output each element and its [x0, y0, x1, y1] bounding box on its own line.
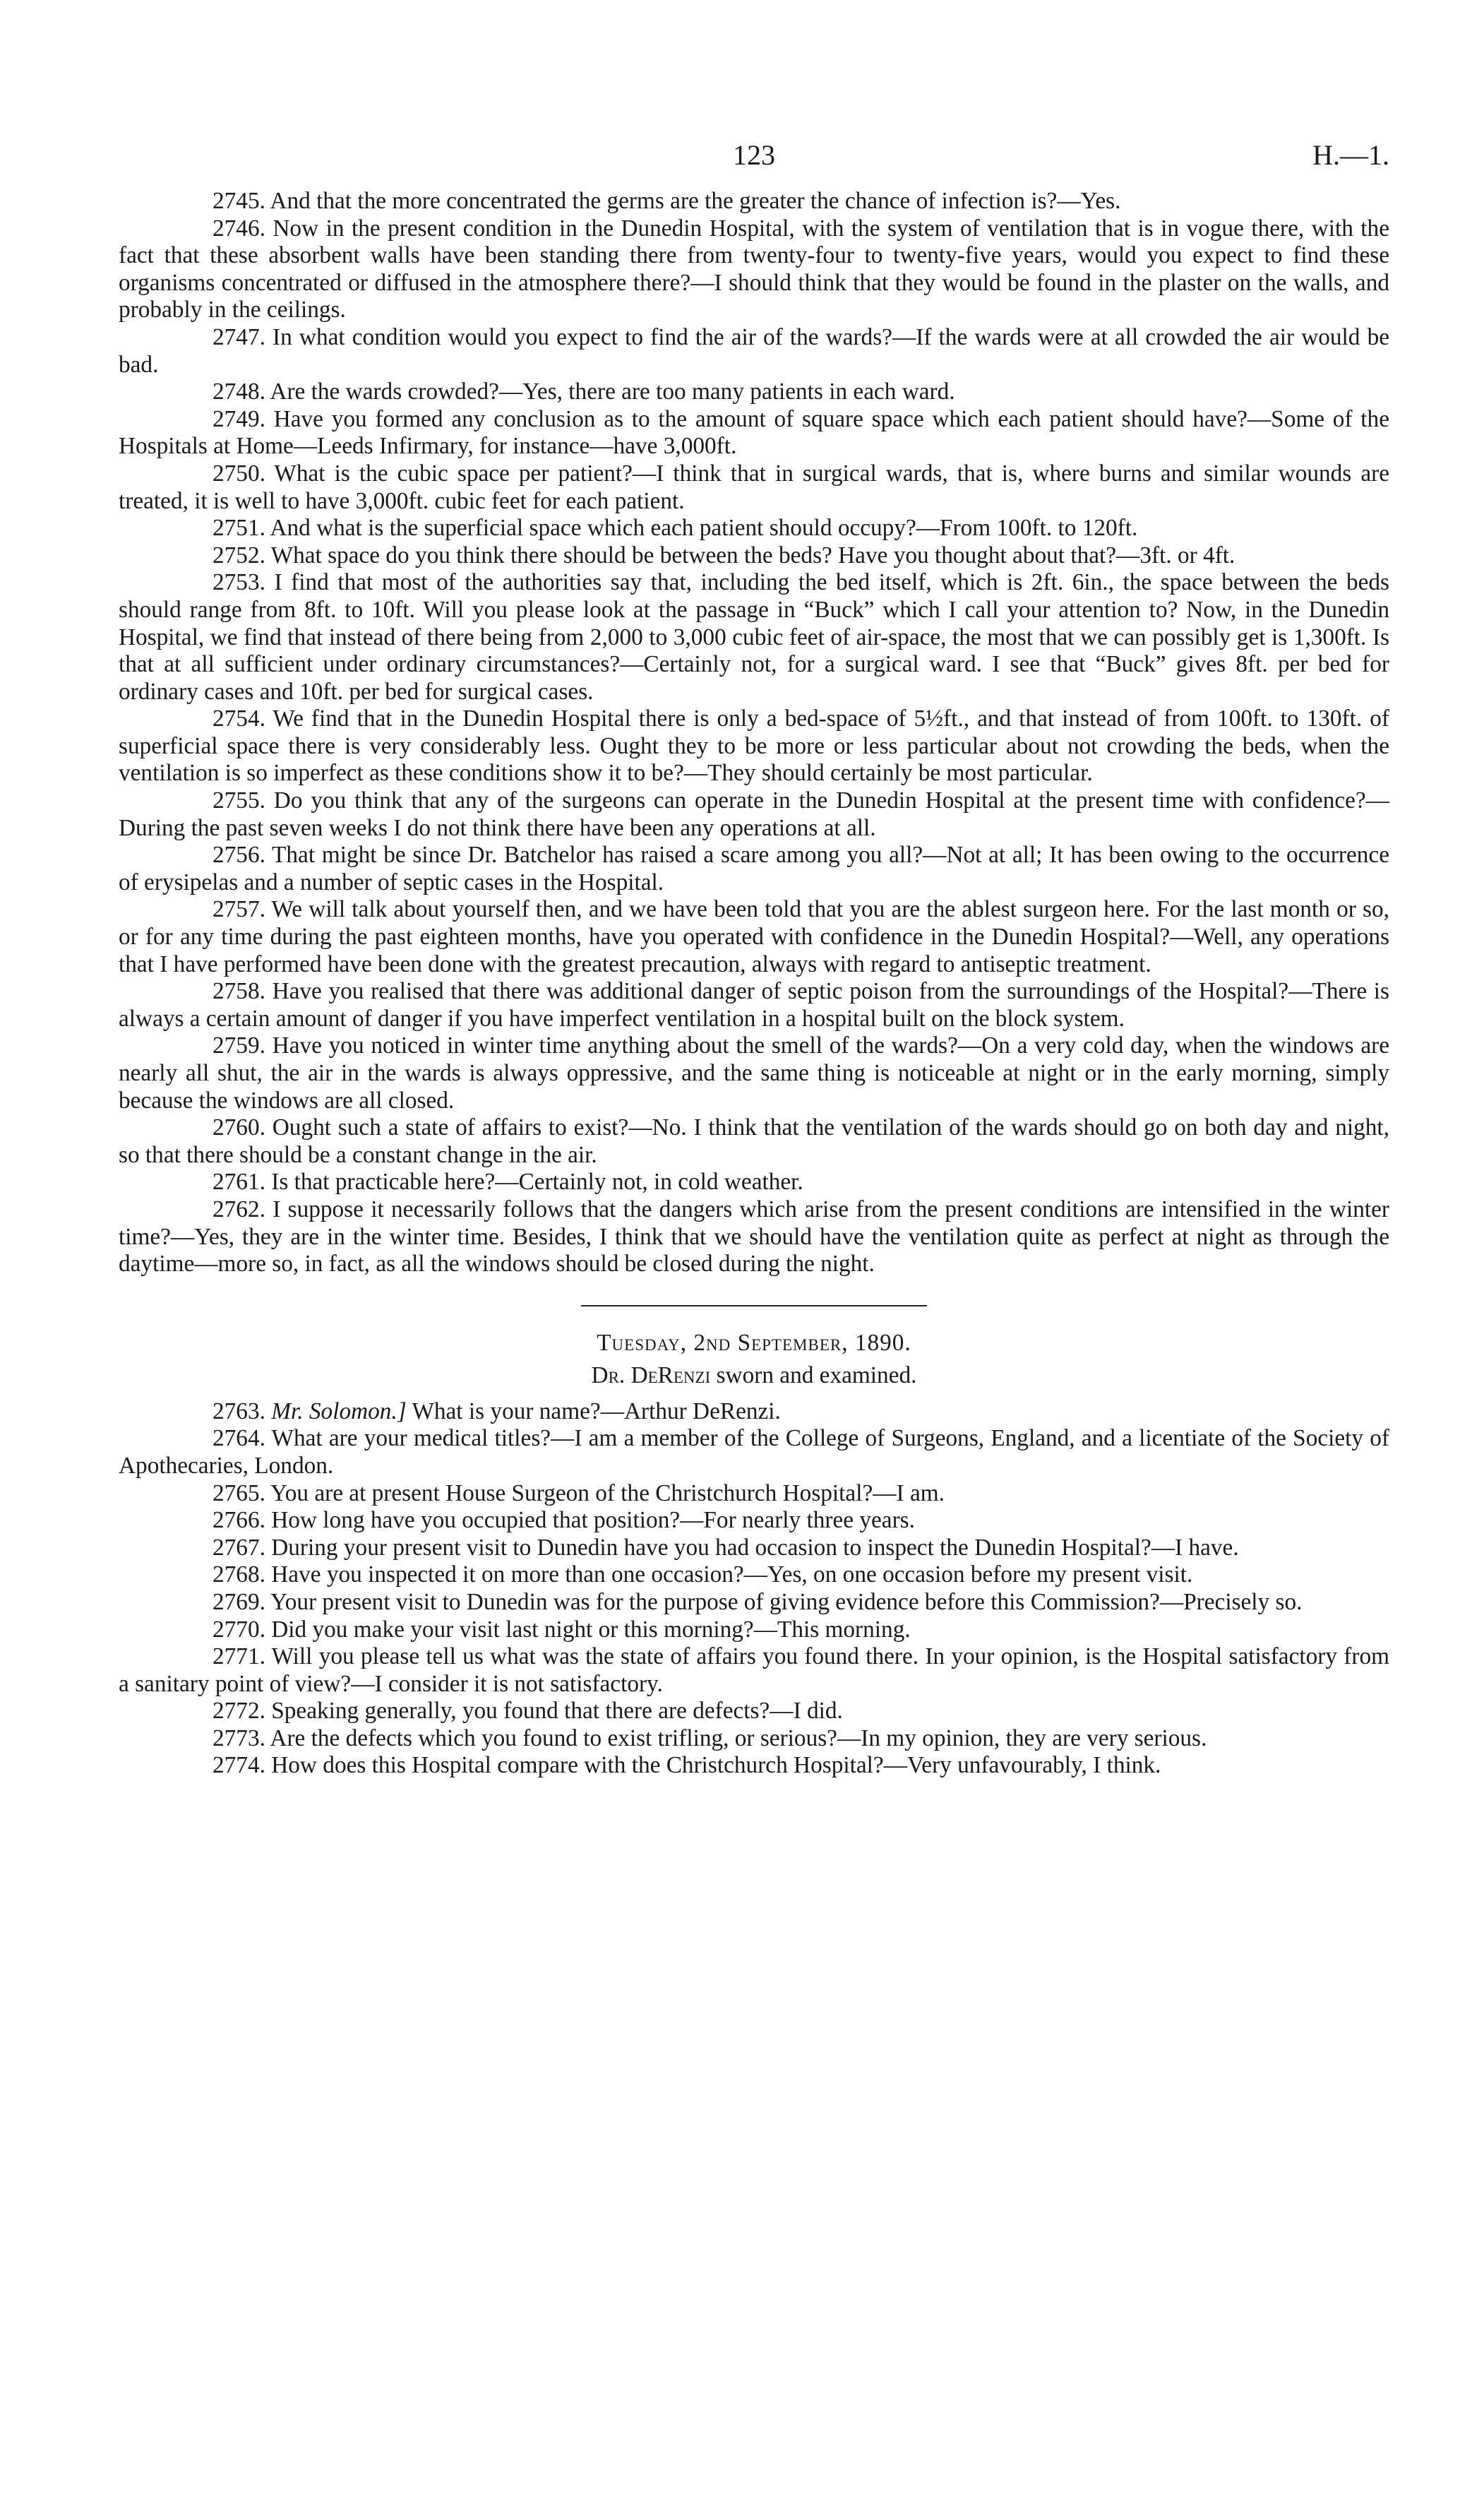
page-reference: H.—1.	[1312, 139, 1389, 171]
testimony-paragraph	[119, 1398, 1389, 1426]
testimony-paragraph: 2754. We find that in the Dunedin Hospital there is only a bed-space of 5½ft., and that instead of from 100ft. to 130ft. of superficial space there is very considerably less. Ought they to be more or less particular about not crowding the beds, when the ventilation is so imperfect as these conditions show it to be?—They should certainly be most particular.	[119, 705, 1389, 787]
testimony-paragraph: 2756. That might be since Dr. Batchelor has raised a scare among you all?—Not at all; It has been owing to the occurrence of erysipelas and a number of septic cases in the Hospital.	[119, 842, 1389, 895]
testimony-paragraph: 2765. You are at present House Surgeon of the Christchurch Hospital?—I am.	[213, 1479, 945, 1506]
testimony-paragraph: 2764. What are your medical titles?—I am a member of the College of Surgeons, England, and a licentiate of the Society of Apothecaries, London.	[119, 1425, 1389, 1479]
section-divider	[581, 1305, 927, 1306]
document-page	[119, 138, 1389, 1780]
testimony-paragraph: 2774. How does this Hospital compare with the Christchurch Hospital?—Very unfavourably, I think.	[213, 1752, 1161, 1779]
testimony-paragraph: 2772. Speaking generally, you found that there are defects?—I did.	[213, 1698, 843, 1725]
session-date: Tuesday, 2nd September, 1890.	[597, 1329, 911, 1356]
speaker-name: Mr. Solomon.]	[271, 1398, 407, 1424]
testimony-paragraph: 2762. I suppose it necessarily follows that the dangers which arise from the present conditions are intensified in the winter time?—Yes, they are in the winter time. Besides, I think that we should have the ventilation quite as perfect at night as through the daytime—more so, in fact, as all the windows should be closed during the night.	[119, 1196, 1389, 1278]
testimony-paragraph: 2749. Have you formed any conclusion as to the amount of square space which each patient should have?—Some of the Hospitals at Home—Leeds Infirmary, for instance—have 3,000ft.	[119, 405, 1389, 460]
witness-suffix: sworn and examined.	[710, 1362, 917, 1388]
testimony-paragraph: 2753. I find that most of the authorities say that, including the bed itself, which is 2ft. 6in., the space between the beds should range from 8ft. to 10ft. Will you please look at the passage in “Buck” which I call your attention to? Now, in the Dunedin Hospital, we find that instead of there being from 2,000 to 3,000 cubic feet of air-space, the most that we can possibly get is 1,300ft. Is that at all sufficient under ordinary circumstances?—Certainly not, for a surgical ward. I see that “Buck” gives 8ft. per bed for ordinary cases and 10ft. per bed for surgical cases.	[119, 569, 1389, 705]
testimony-paragraph: 2766. How long have you occupied that position?—For nearly three years.	[213, 1507, 915, 1534]
testimony-paragraph: 2769. Your present visit to Dunedin was for the purpose of giving evidence before this Commission?—Precisely so.	[213, 1588, 1303, 1615]
testimony-paragraph: 2761. Is that practicable here?—Certainly not, in cold weather.	[213, 1169, 803, 1196]
testimony-paragraph: 2768. Have you inspected it on more than one occasion?—Yes, on one occasion before my present visit.	[213, 1561, 1193, 1588]
testimony-paragraph: 2757. We will talk about yourself then, and we have been told that you are the ablest surgeon here. For the last month or so, or for any time during the past eighteen months, have you operated with confidence in the Dunedin Hospital?—Well, any operations that I have performed have been done with the greatest precaution, always with regard to antiseptic treatment.	[119, 896, 1389, 977]
question-number: 2763.	[213, 1398, 265, 1424]
testimony-paragraph: 2750. What is the cubic space per patient?—I think that in surgical wards, that is, where burns and similar wounds are treated, it is well to have 3,000ft. cubic feet for each patient.	[119, 460, 1389, 514]
page-number: 123	[733, 139, 775, 171]
witness-name: Dr. DeRenzi	[591, 1362, 711, 1388]
testimony-paragraph: 2755. Do you think that any of the surgeons can operate in the Dunedin Hospital at the present time with confidence?—During the past seven weeks I do not think there have been any operations at all.	[119, 787, 1389, 841]
testimony-paragraph: 2758. Have you realised that there was additional danger of septic poison from the surroundings of the Hospital?—There is always a certain amount of danger if you have imperfect ventilation in a hospital built on the block system.	[119, 978, 1389, 1032]
testimony-paragraph: 2759. Have you noticed in winter time anything about the smell of the wards?—On a very cold day, when the windows are nearly all shut, the air in the wards is always oppressive, and the same thing is noticeable at night or in the early morning, simply because the windows are all closed.	[119, 1032, 1389, 1114]
testimony-paragraph: 2747. In what condition would you expect to find the air of the wards?—If the wards were at all crowded the air would be bad.	[119, 323, 1389, 378]
testimony-paragraph: 2745. And that the more concentrated the germs are the greater the chance of infection is?—Yes.	[213, 188, 1121, 214]
testimony-paragraph: 2748. Are the wards crowded?—Yes, there are too many patients in each ward.	[213, 379, 955, 405]
testimony-paragraph: 2771. Will you please tell us what was the state of affairs you found there. In your opinion, is the Hospital satisfactory from a sanitary point of view?—I consider it is not satisfactory.	[119, 1643, 1389, 1697]
testimony-paragraph: 2752. What space do you think there should be between the beds? Have you thought about that?—3ft. or 4ft.	[213, 542, 1235, 568]
testimony-paragraph: 2767. During your present visit to Dunedin have you had occasion to inspect the Dunedin Hospital?—I have.	[213, 1534, 1239, 1561]
testimony-section-2	[119, 1398, 1389, 1780]
testimony-paragraph: 2746. Now in the present condition in the Dunedin Hospital, with the system of ventilation that is in vogue there, with the fact that these absorbent walls have been standing there from twenty-four to twenty-five years, would you expect to find these organisms concentrated or diffused in the atmosphere there?—I should think that they would be found in the plaster on the walls, and probably in the ceilings.	[119, 215, 1389, 323]
witness-heading	[119, 1362, 1389, 1390]
testimony-section-1	[119, 188, 1389, 1278]
testimony-paragraph: 2751. And what is the superficial space which each patient should occupy?—From 100ft. to 120ft.	[213, 515, 1138, 542]
testimony-paragraph: 2760. Ought such a state of affairs to exist?—No. I think that the ventilation of the wards should go on both day and night, so that there should be a constant change in the air.	[119, 1114, 1389, 1168]
question-text: What is your name?—Arthur DeRenzi.	[406, 1398, 781, 1424]
page-header	[119, 138, 1389, 188]
testimony-paragraph: 2770. Did you make your visit last night or this morning?—This morning.	[213, 1616, 911, 1643]
testimony-paragraph: 2773. Are the defects which you found to exist trifling, or serious?—In my opinion, they are very serious.	[213, 1725, 1207, 1751]
